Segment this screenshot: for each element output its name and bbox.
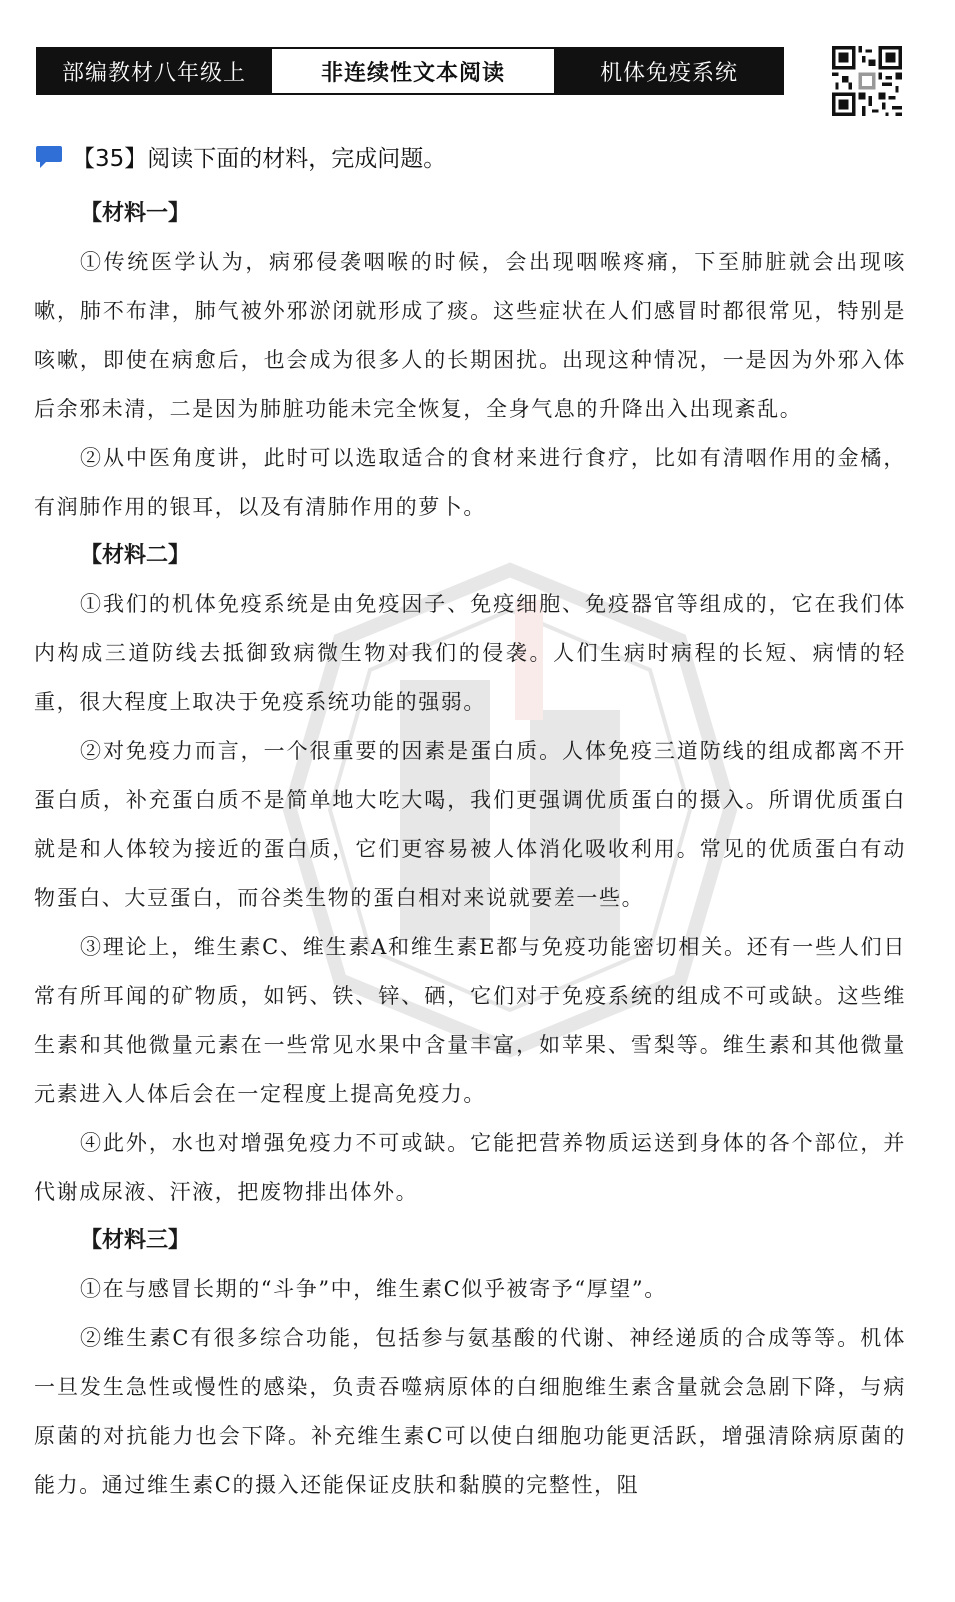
- paragraph: ①传统医学认为，病邪侵袭咽喉的时候，会出现咽喉疼痛，下至肺脏就会出现咳嗽，肺不布津，肺气被外邪淤闭就形成了痰。这些症状在人们感冒时都很常见，特别是咳嗽，即使在病愈后，也会成为很多人的长期困扰。出现这种情况，一是因为外邪入体后余邪未清，二是因为肺脏功能未完全恢复，全身气息的升降出入出现紊乱。: [34, 250, 906, 421]
- paragraph: ①在与感冒长期的“斗争”中，维生素C似乎被寄予“厚望”。: [80, 1277, 667, 1301]
- material-heading: 【材料三】: [80, 1228, 191, 1253]
- paragraph: ②从中医角度讲，此时可以选取适合的食材来进行食疗，比如有清咽作用的金橘，有润肺作用的银耳，以及有清肺作用的萝卜。: [34, 446, 906, 519]
- header-bar: [36, 47, 784, 95]
- paragraph: ③理论上，维生素C、维生素A和维生素E都与免疫功能密切相关。还有一些人们日常有所耳闻的矿物质，如钙、铁、锌、硒，它们对于免疫系统的组成不可或缺。这些维生素和其他微量元素在一些常见水果中含量丰富，如苹果、雪梨等。维生素和其他微量元素进入人体后会在一定程度上提高免疫力。: [34, 935, 906, 1106]
- qr-code-icon: [832, 46, 902, 116]
- header-unit: 机体免疫系统: [556, 49, 782, 93]
- paragraph: ④此外，水也对增强免疫力不可或缺。它能把营养物质运送到身体的各个部位，并代谢成尿液、汗液，把废物排出体外。: [34, 1131, 906, 1204]
- material-heading: 【材料一】: [80, 201, 191, 226]
- question-text: 【35】阅读下面的材料，完成问题。: [72, 146, 447, 172]
- material-section: [34, 190, 906, 532]
- paragraph: ①我们的机体免疫系统是由免疫因子、免疫细胞、免疫器官等组成的，它在我们体内构成三道防线去抵御致病微生物对我们的侵袭。人们生病时病程的长短、病情的轻重，很大程度上取决于免疫系统功能的强弱。: [34, 592, 906, 714]
- paragraph: ②维生素C有很多综合功能，包括参与氨基酸的代谢、神经递质的合成等等。机体一旦发生急性或慢性的感染，负责吞噬病原体的白细胞维生素含量就会急剧下降，与病原菌的对抗能力也会下降。补充维生素C可以使白细胞功能更活跃，增强清除病原菌的能力。通过维生素C的摄入还能保证皮肤和黏膜的完整性，阻: [34, 1326, 906, 1497]
- material-section: [34, 1217, 906, 1510]
- paragraph: ②对免疫力而言，一个很重要的因素是蛋白质。人体免疫三道防线的组成都离不开蛋白质，补充蛋白质不是简单地大吃大喝，我们更强调优质蛋白的摄入。所谓优质蛋白就是和人体较为接近的蛋白质，它们更容易被人体消化吸收利用。常见的优质蛋白有动物蛋白、大豆蛋白，而谷类生物的蛋白相对来说就要差一些。: [34, 739, 906, 910]
- header-topic: 非连续性文本阅读: [270, 49, 556, 93]
- question-prompt: [34, 140, 446, 173]
- reading-materials: [34, 190, 906, 1510]
- header-grade: 部编教材八年级上: [38, 49, 270, 93]
- material-heading: 【材料二】: [80, 543, 191, 568]
- speech-bubble-icon: [34, 144, 64, 170]
- material-section: [34, 532, 906, 1217]
